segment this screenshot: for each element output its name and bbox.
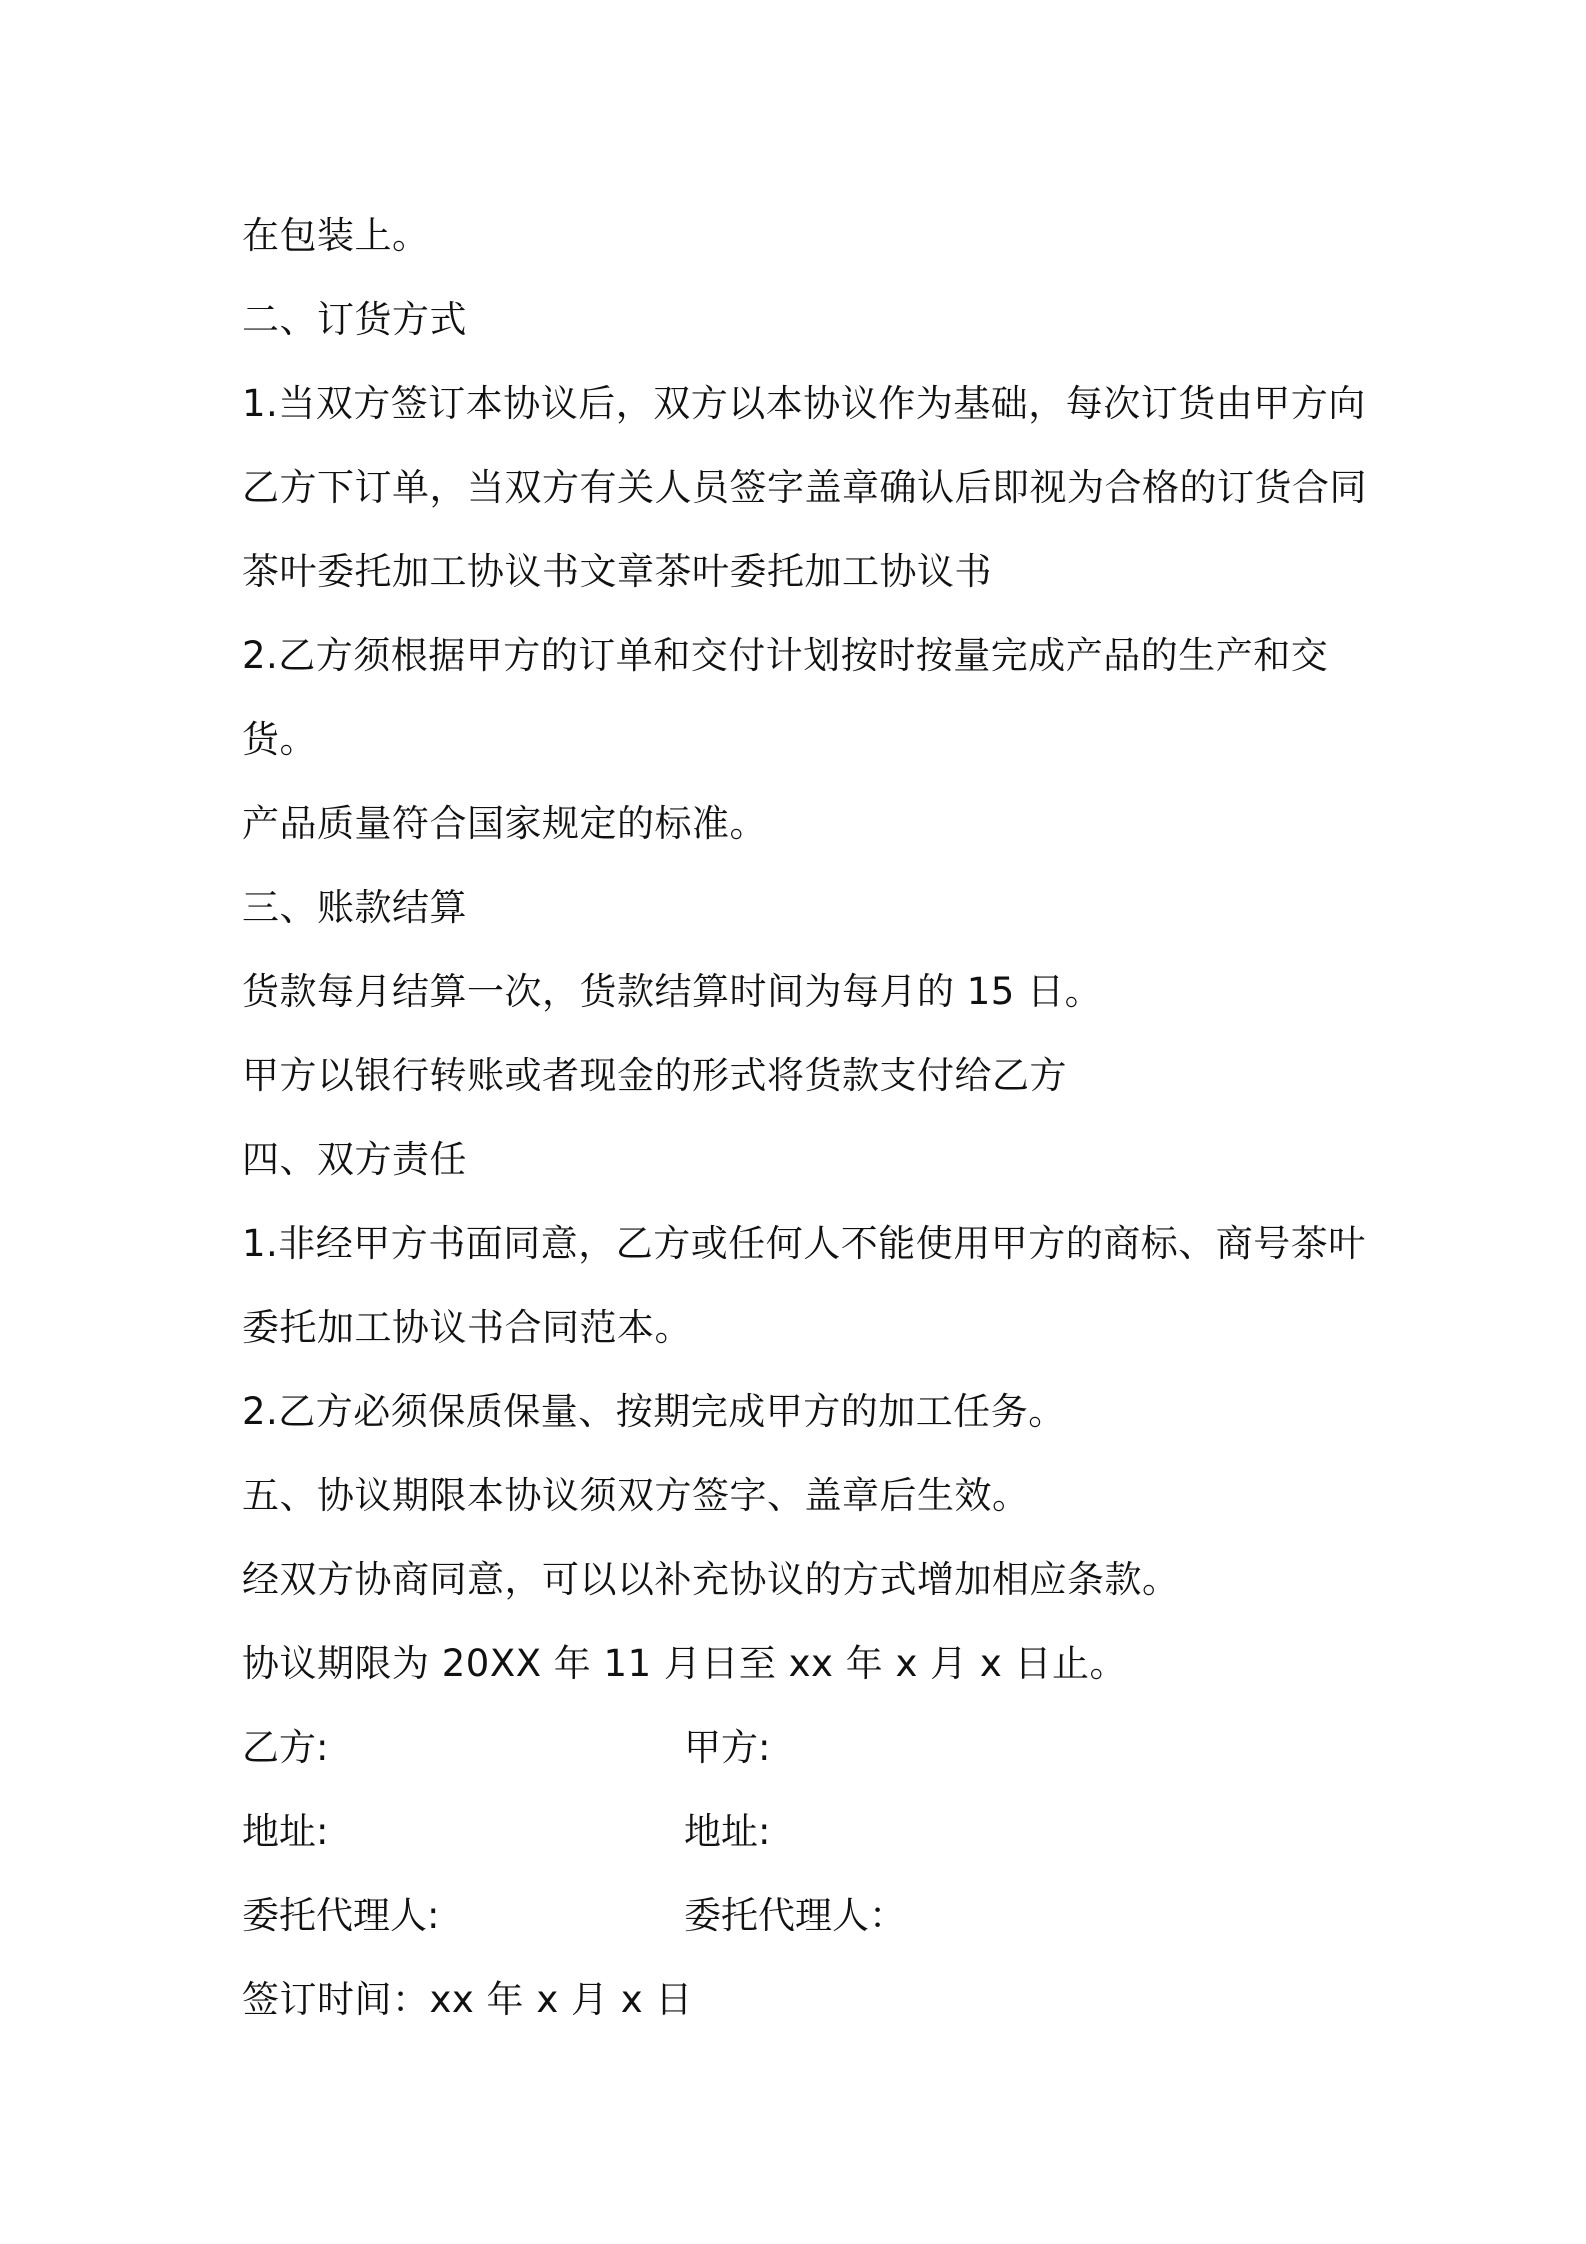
signature-party-row — [242, 1706, 1362, 1790]
agent-a-label: 委托代理人： — [684, 1894, 906, 1937]
text-line: 委托加工协议书合同范本。 — [242, 1306, 692, 1349]
text-line: 经双方协商同意，可以以补充协议的方式增加相应条款。 — [242, 1558, 1180, 1601]
text-line: 在包装上。 — [242, 214, 430, 257]
text-line: 茶叶委托加工协议书文章茶叶委托加工协议书 — [242, 550, 992, 593]
address-b-label: 地址: — [242, 1810, 329, 1853]
section-heading: 五、协议期限本协议须双方签字、盖章后生效。 — [242, 1474, 1030, 1517]
signature-address-row — [242, 1790, 1362, 1874]
party-b-label: 乙方: — [242, 1726, 329, 1769]
agent-b-label: 委托代理人: — [242, 1894, 440, 1937]
text-line: 货款每月结算一次，货款结算时间为每月的 15 日。 — [242, 970, 1103, 1013]
section-heading: 二、订货方式 — [242, 298, 467, 341]
text-line: 乙方下订单，当双方有关人员签字盖章确认后即视为合格的订货合同 — [242, 466, 1367, 509]
address-a-label: 地址: — [684, 1810, 771, 1853]
text-line: 甲方以银行转账或者现金的形式将货款支付给乙方 — [242, 1054, 1067, 1097]
signature-agent-row — [242, 1874, 1362, 1958]
text-line: 货。 — [242, 718, 317, 761]
text-line: 2.乙方须根据甲方的订单和交付计划按时按量完成产品的生产和交 — [242, 634, 1329, 677]
party-a-label: 甲方: — [684, 1726, 771, 1769]
section-heading: 四、双方责任 — [242, 1138, 467, 1181]
text-line: 1.非经甲方书面同意，乙方或任何人不能使用甲方的商标、商号茶叶 — [242, 1222, 1366, 1265]
text-line: 产品质量符合国家规定的标准。 — [242, 802, 767, 845]
text-line: 2.乙方必须保质保量、按期完成甲方的加工任务。 — [242, 1390, 1066, 1433]
sign-date: 签订时间：xx 年 x 月 x 日 — [242, 1978, 693, 2021]
text-line: 1.当双方签订本协议后，双方以本协议作为基础，每次订货由甲方向 — [242, 382, 1366, 425]
text-line: 协议期限为 20XX 年 11 月日至 xx 年 x 月 x 日止。 — [242, 1642, 1128, 1685]
document-body — [242, 194, 1367, 2042]
section-heading: 三、账款结算 — [242, 886, 467, 929]
